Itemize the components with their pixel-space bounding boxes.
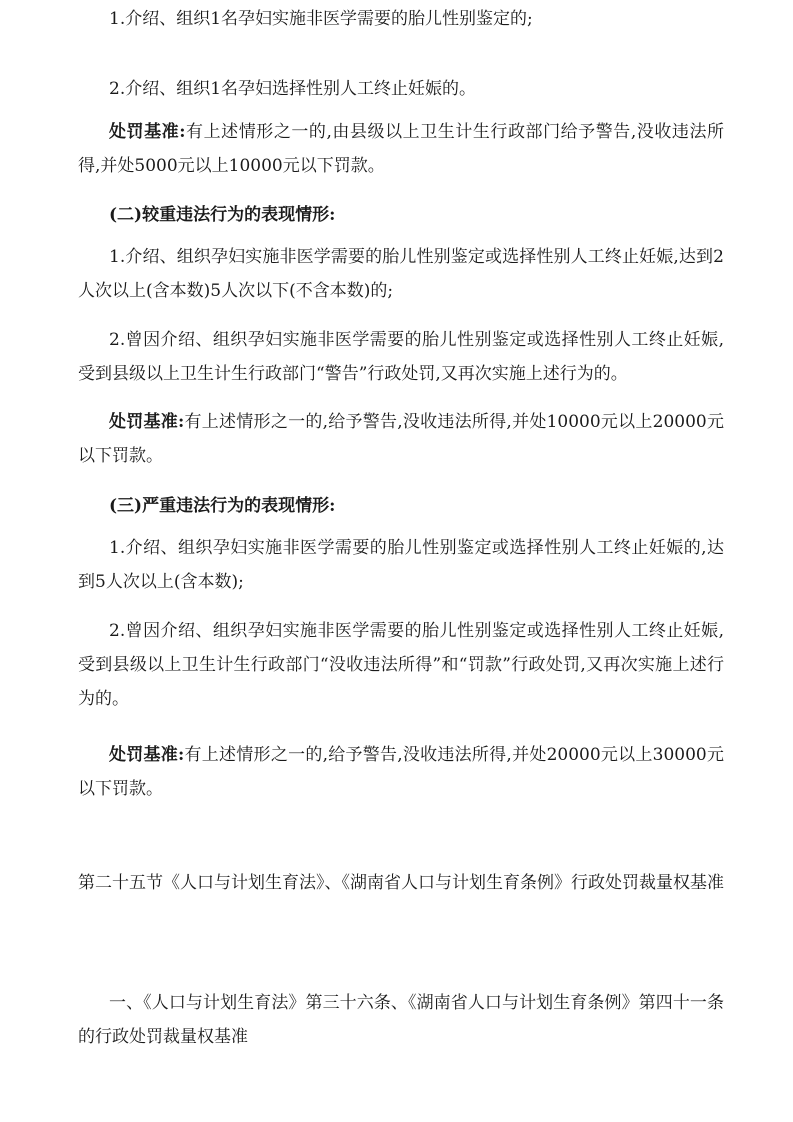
penalty-label: 处罚基准: xyxy=(109,745,185,765)
paragraph-moderate-1 xyxy=(78,240,724,308)
section-title: 第二十五节《人口与计划生育法》、《湖南省人口与计划生育条例》行政处罚裁量权基准 xyxy=(78,873,724,893)
heading-text: (三)严重违法行为的表现情形: xyxy=(109,496,336,516)
paragraph-serious-1 xyxy=(78,531,724,599)
paragraph-text: 1.介绍、组织孕妇实施非医学需要的胎儿性别鉴定或选择性别人工终止妊娠,达到2人次以上(含本数)5人次以下(不含本数)的; xyxy=(78,247,724,301)
paragraph-text: 2.曾因介绍、组织孕妇实施非医学需要的胎儿性别鉴定或选择性别人工终止妊娠,受到县级以上卫生计生行政部门“警告”行政处罚,又再次实施上述行为的。 xyxy=(78,330,724,384)
heading-moderate-violation xyxy=(78,198,724,232)
paragraph-item-2 xyxy=(78,72,724,106)
subsection-title: 一、《人口与计划生育法》第三十六条、《湖南省人口与计划生育条例》第四十一条的行政处罚裁量权基准 xyxy=(78,993,724,1047)
penalty-standard-2 xyxy=(78,405,724,473)
penalty-text: 有上述情形之一的,给予警告,没收违法所得,并处20000元以上30000元以下罚款。 xyxy=(78,745,724,799)
paragraph-moderate-2 xyxy=(78,323,724,391)
paragraph-serious-2 xyxy=(78,614,724,716)
penalty-text: 有上述情形之一的,给予警告,没收违法所得,并处10000元以上20000元以下罚款。 xyxy=(78,412,724,466)
paragraph-item-1 xyxy=(78,2,724,36)
penalty-label: 处罚基准: xyxy=(109,412,185,432)
heading-text: (二)较重违法行为的表现情形: xyxy=(109,205,336,225)
paragraph-text: 1.介绍、组织1名孕妇实施非医学需要的胎儿性别鉴定的; xyxy=(109,9,533,29)
penalty-text: 有上述情形之一的,由县级以上卫生计生行政部门给予警告,没收违法所得,并处5000元以上10000元以下罚款。 xyxy=(78,122,725,176)
penalty-standard-3 xyxy=(78,738,724,806)
paragraph-text: 2.介绍、组织1名孕妇选择性别人工终止妊娠的。 xyxy=(109,79,477,99)
penalty-standard-1 xyxy=(78,115,724,183)
paragraph-text: 1.介绍、组织孕妇实施非医学需要的胎儿性别鉴定或选择性别人工终止妊娠的,达到5人次以上(含本数); xyxy=(78,538,724,592)
heading-serious-violation xyxy=(78,489,724,523)
penalty-label: 处罚基准: xyxy=(109,122,186,142)
paragraph-text: 2.曾因介绍、组织孕妇实施非医学需要的胎儿性别鉴定或选择性别人工终止妊娠,受到县级以上卫生计生行政部门“没收违法所得”和“罚款”行政处罚,又再次实施上述行为的。 xyxy=(78,621,724,709)
